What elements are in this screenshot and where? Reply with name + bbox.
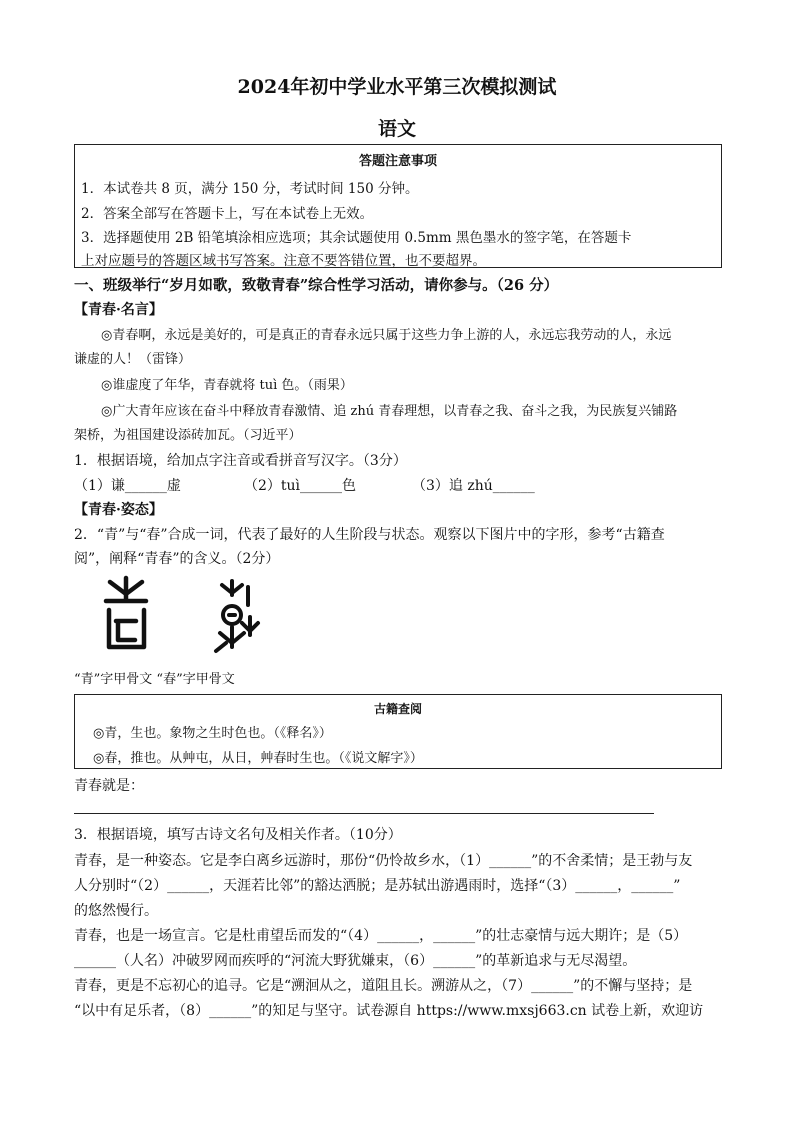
- notice-line-4: 上对应题号的答题区域书写答案。注意不要答错位置，也不要超界。: [81, 253, 486, 269]
- q2-prompt-line-2: 阅”，阐释“青春”的含义。（2分）: [74, 551, 280, 567]
- posture-label: 【青春·姿态】: [74, 502, 163, 518]
- q2-answer-line[interactable]: [74, 813, 654, 814]
- q1-blank-1[interactable]: ______: [124, 478, 167, 494]
- notice-line-3: 3．选择题使用 2B 铅笔填涂相应选项；其余试题使用 0.5mm 黑色墨水的签字笔，在答题卡: [81, 230, 632, 246]
- q3-line-2: 人分别时“（2）______，天涯若比邻”的豁达洒脱；是苏轼出游遇雨时，选择“（3）______，______”: [74, 878, 681, 894]
- quote-line-5: 架桥，为祖国建设添砖加瓦。（习近平）: [74, 428, 302, 443]
- reference-line-1: ◎青，生也。象物之生时色也。（《释名》）: [93, 726, 332, 741]
- quote-line-2: 谦虚的人！（雷锋）: [74, 352, 192, 367]
- q3-prompt: 3．根据语境，填写古诗文名句及相关作者。（10分）: [74, 827, 402, 843]
- section-heading: 一、班级举行“岁月如歌，致敬青春”综合性学习活动，请你参与。（26 分）: [74, 277, 559, 294]
- q1-prompt: 1．根据语境，给加点字注音或看拼音写汉字。（3分）: [74, 453, 407, 469]
- reference-line-2: ◎春，推也。从艸屯，从日，艸春时生也。（《说文解字》）: [93, 751, 423, 766]
- notice-line-2: 2．答案全部写在答题卡上，写在本试卷上无效。: [81, 206, 374, 222]
- oracle-qing-glyph: [96, 574, 156, 652]
- q3-line-1: 青春，是一种姿态。它是李白离乡远游时，那份“仍怜故乡水，（1）______”的不舍柔情；是王勃与友: [74, 853, 693, 869]
- q3-line-3: 的悠然慢行。: [74, 903, 158, 919]
- reference-heading: 古籍查阅: [373, 702, 422, 716]
- subject-title: 语文: [377, 118, 416, 140]
- quote-line-1: ◎青春啊，永远是美好的，可是真正的青春永远只属于这些力争上游的人，永远忘我劳动的人，永远: [101, 328, 672, 343]
- q2-prompt-line-1: 2．“青”与“春”合成一词，代表了最好的人生阶段与状态。观察以下图片中的字形，参考“古籍查: [74, 527, 665, 543]
- glyph-caption: “青”字甲骨文 “春”字甲骨文: [74, 672, 235, 687]
- quotes-label: 【青春·名言】: [74, 302, 163, 318]
- q1-item-2: （2）tuì______色: [244, 478, 357, 494]
- notice-line-1: 1．本试卷共 8 页，满分 150 分，考试时间 150 分钟。: [81, 181, 419, 197]
- notice-box: [74, 144, 722, 268]
- exam-title: 2024年初中学业水平第三次模拟测试: [237, 76, 557, 98]
- q3-line-6: 青春，更是不忘初心的追寻。它是“溯洄从之，道阻且长。溯游从之，（7）______”的不懈与坚持；是: [74, 978, 693, 994]
- notice-heading: 答题注意事项: [358, 154, 437, 169]
- q2-answer-label: 青春就是：: [74, 778, 144, 794]
- q1-blank-2[interactable]: ______: [300, 478, 343, 494]
- ancient-reference-box: [74, 694, 722, 769]
- q3-line-7: “以中有足乐者，（8）______”的知足与坚守。试卷源自 https://www.mxsj663.cn 试卷上新，欢迎访: [74, 1003, 704, 1019]
- q1-item-1: （1）谦______虚: [74, 478, 181, 494]
- q1-blank-3[interactable]: ______: [492, 478, 535, 494]
- q3-line-4: 青春，也是一场宣言。它是杜甫望岳而发的“（4）______，______”的壮志豪情与远大期许；是（5）: [74, 928, 688, 944]
- q1-item-3: （3）追 zhú______: [412, 478, 535, 494]
- oracle-chun-glyph: [210, 577, 266, 655]
- quote-line-4: ◎广大青年应该在奋斗中释放青春激情、追 zhú 青春理想，以青春之我、奋斗之我，为民族复兴铺路: [101, 404, 678, 419]
- q3-line-5: ______（人名）冲破罗网而疾呼的“河流大野犹嫌束，（6）______”的革新追求与无尽渴望。: [74, 953, 637, 969]
- quote-line-3: ◎谁虚度了年华，青春就将 tuì 色。（雨果）: [101, 378, 353, 393]
